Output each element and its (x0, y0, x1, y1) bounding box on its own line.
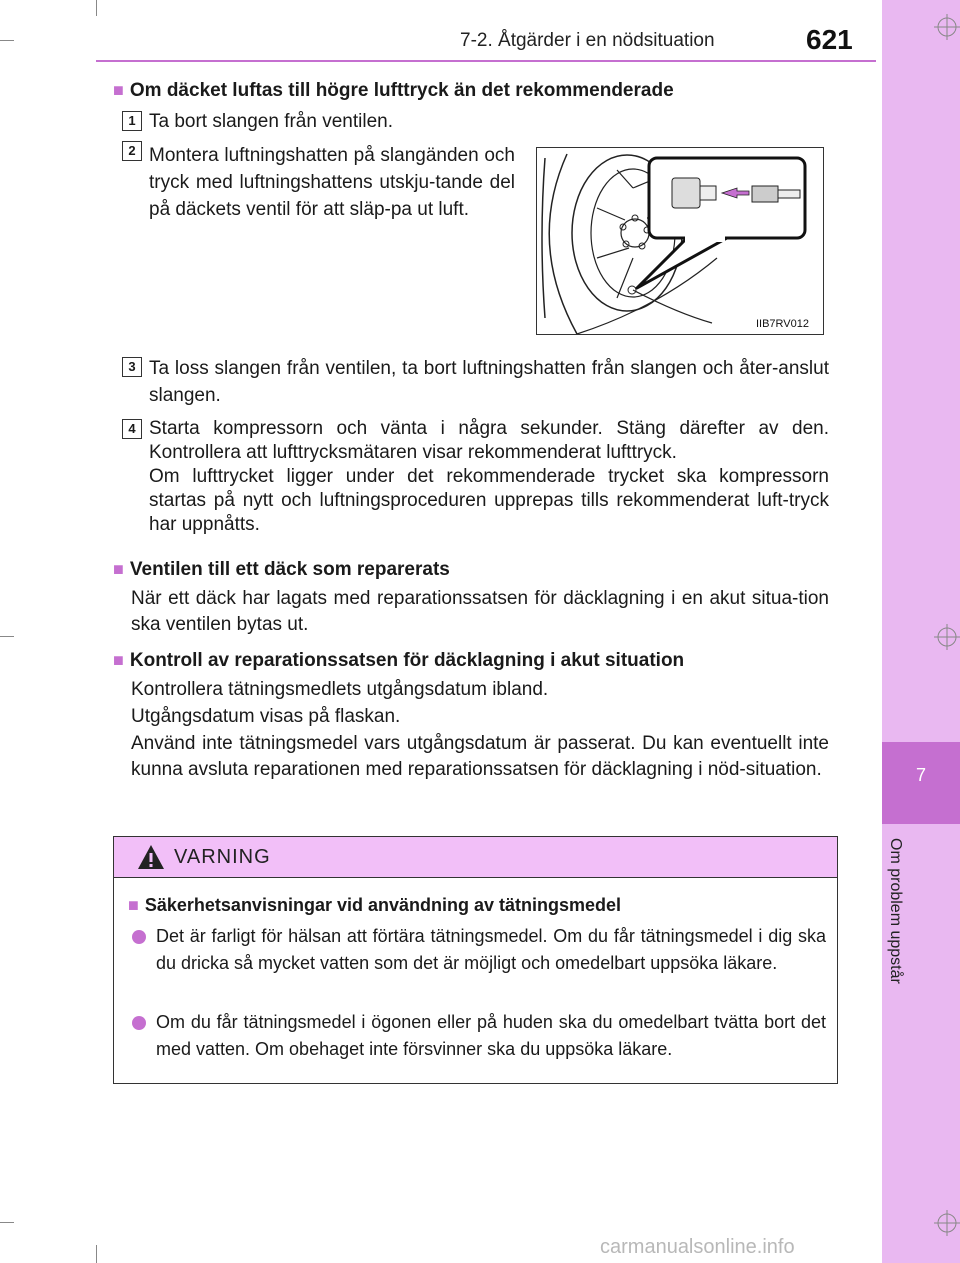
warning-subheading-text: Säkerhetsanvisningar vid användning av tätningsmedel (144, 895, 622, 915)
square-bullet-icon: ■ (113, 650, 124, 670)
section-heading (113, 647, 853, 674)
figure-code: IIB7RV012 (755, 318, 809, 330)
paragraph: Använd inte tätningsmedel vars utgångsdatum är passerat. Du kan eventuellt inte kunna avsluta reparationen med reparationssatsen för däcklagning i nöd-situation. (131, 733, 829, 780)
crop-mark (96, 1245, 97, 1263)
crop-mark (0, 1222, 14, 1223)
warning-subheading (128, 895, 621, 916)
section-heading (113, 77, 853, 104)
step-text: Ta bort slangen från ventilen. (149, 111, 393, 132)
warning-item-text: Det är farligt för hälsan att förtära tätningsmedel. Om du får tätningsmedel i dig ska du dricka så mycket vatten som det är möjligt och omedelbart uppsöka läkare. (156, 926, 826, 973)
crop-mark (96, 0, 97, 16)
section-title: 7-2. Åtgärder i en nödsituation (460, 30, 715, 51)
section-heading-text: Ventilen till ett däck som reparerats (129, 559, 450, 580)
crop-mark (0, 636, 14, 637)
registration-mark (934, 14, 960, 40)
step-text: Starta kompressorn och vänta i några sekunder. Stäng därefter av den. Kontrollera att lufttrycksmätaren visar rekommenderat lufttryck. (149, 418, 829, 463)
warning-header (114, 837, 837, 878)
paragraph: Kontrollera tätningsmedlets utgångsdatum ibland. (131, 679, 549, 700)
round-bullet-icon (132, 1016, 146, 1030)
registration-mark (934, 1210, 960, 1236)
chapter-label: Om problem uppstår (887, 838, 904, 984)
section-heading (113, 556, 853, 583)
tire-valve-illustration (536, 147, 824, 335)
step-number: 2 (122, 141, 142, 161)
section-heading-text: Kontroll av reparationssatsen för däcklagning i akut situation (129, 650, 685, 671)
paragraph: Utgångsdatum visas på flaskan. (131, 706, 401, 727)
chapter-number: 7 (915, 765, 926, 785)
registration-mark (934, 624, 960, 650)
warning-item (156, 1009, 826, 1063)
warning-triangle-icon (136, 843, 166, 871)
step-number: 3 (122, 357, 142, 377)
warning-title: VARNING (174, 846, 271, 868)
square-bullet-icon: ■ (113, 80, 124, 100)
step-number: 4 (122, 419, 142, 439)
crop-mark (0, 40, 14, 41)
warning-item-text: Om du får tätningsmedel i ögonen eller på huden ska du omedelbart tvätta bort det med vatten. Om obehaget inte försvinner ska du uppsöka läkare. (156, 1012, 826, 1059)
warning-item (156, 923, 826, 977)
square-bullet-icon: ■ (128, 895, 139, 915)
warning-box (113, 836, 838, 1084)
step-number: 1 (122, 111, 142, 131)
header-rule (96, 60, 876, 62)
step-text-continued: Om lufttrycket ligger under det rekommenderade trycket ska kompressorn startas på nytt och luftningsproceduren upprepas tills rekommenderat luft-tryck har uppnåtts. (149, 466, 829, 535)
paragraph: När ett däck har lagats med reparationssatsen för däcklagning i en akut situa-tion ska ventilen bytas ut. (131, 588, 829, 635)
page-number: 621 (806, 24, 853, 55)
square-bullet-icon: ■ (113, 559, 124, 579)
round-bullet-icon (132, 930, 146, 944)
tire-valve-drawing (537, 148, 823, 334)
section-heading-text: Om däcket luftas till högre lufttryck än det rekommenderade (129, 80, 674, 101)
watermark: carmanualsonline.info (600, 1236, 795, 1258)
step-text: Ta loss slangen från ventilen, ta bort luftningshatten från slangen och åter-anslut slangen. (149, 358, 829, 406)
step-text: Montera luftningshatten på slangänden och tryck med luftningshattens utskju-tande del på däckets ventil för att släp-pa ut luft. (149, 145, 515, 220)
